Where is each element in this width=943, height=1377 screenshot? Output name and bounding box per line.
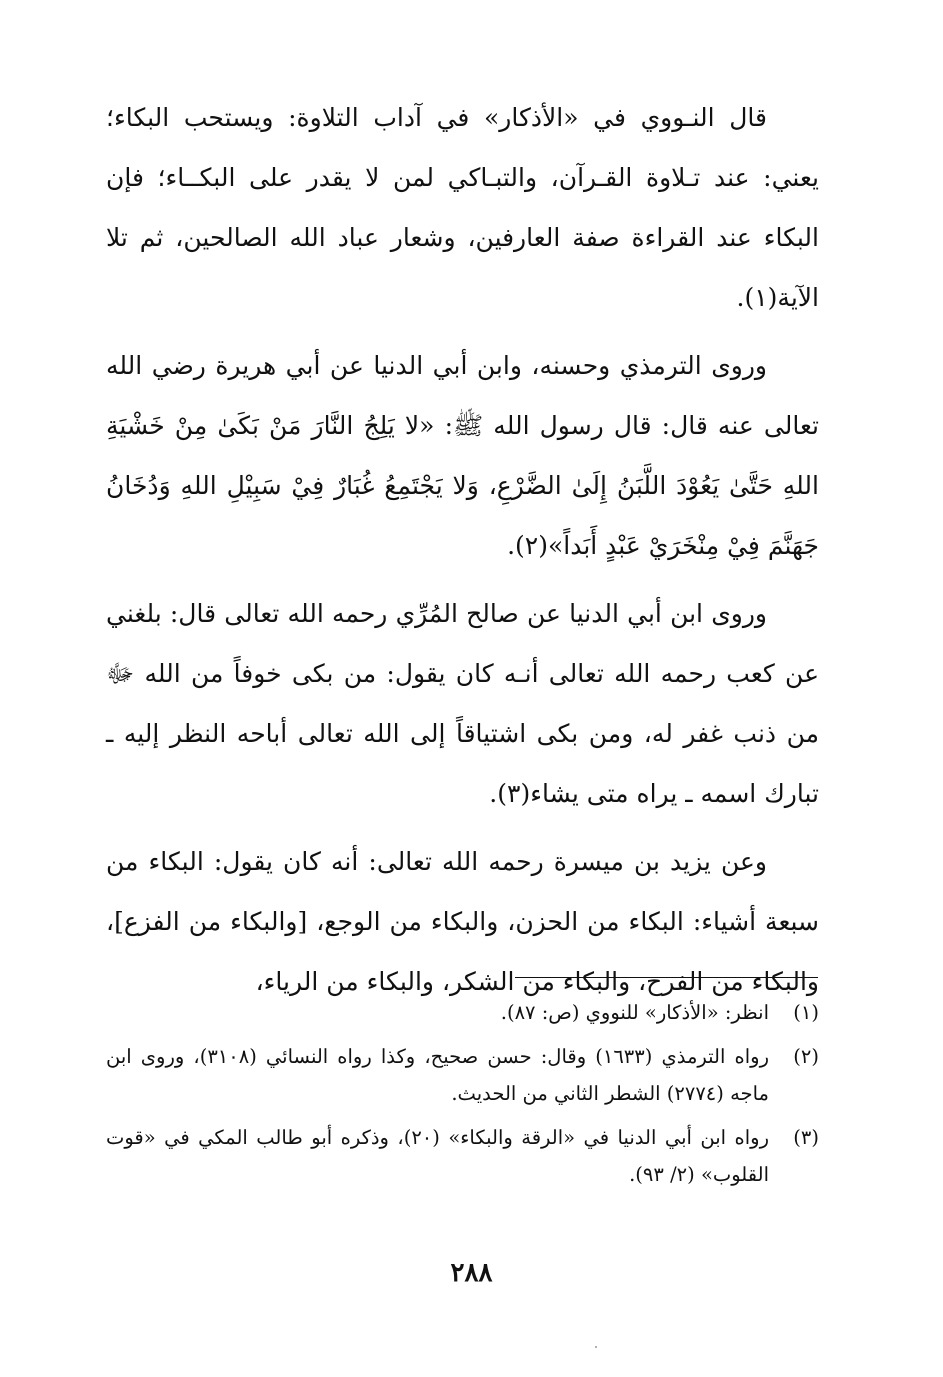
paragraph: وروى الترمذي وحسنه، وابن أبي الدنيا عن أبي هريرة رضي الله تعالى عنه قال: قال رسول الله ﷺ: «لا يَلِجُ النَّارَ مَنْ بَكَىٰ مِنْ خَشْيَةِ اللهِ حَتَّىٰ يَعُوْدَ اللَّبَنُ إِلَىٰ الضَّرْعِ، وَلا يَجْتَمِعُ غُبَارٌ فِيْ سَبِيْلِ اللهِ وَدُخَانُ جَهَنَّمَ فِيْ مِنْخَرَيْ عَبْدٍ أَبَداً»(٢). (106, 351, 819, 560)
footnote-number: (٢) (793, 1045, 819, 1068)
footnote-text: انظر: «الأذكار» للنووي (ص: ٨٧). (500, 1001, 769, 1024)
footnote (106, 1038, 819, 1112)
footnote-text: رواه ابن أبي الدنيا في «الرقة والبكاء» (٢٠)، وذكره أبو طالب المكي في «قوت القلوب» (٢/ ٩٣). (106, 1126, 769, 1186)
footnote-text: رواه الترمذي (١٦٣٣) وقال: حسن صحيح، وكذا رواه النسائي (٣١٠٨)، وروى ابن ماجه (٢٧٧٤) الشطر الثاني من الحديث. (106, 1045, 769, 1105)
paragraph: قال النـووي في «الأذكار» في آداب التلاوة: ويستحب البكاء؛ يعني: عند تـلاوة القـرآن، والتبـاكي لمن لا يقدر على البكــاء؛ فإن البكاء عند القراءة صفة العارفين، وشعار عباد الله الصالحين، ثم تلا الآية(١). (106, 103, 819, 312)
paragraph: وروى ابن أبي الدنيا عن صالح المُرِّي رحمه الله تعالى قال: بلغني عن كعب رحمه الله تعالى أنـه كان يقول: من بكى خوفاً من الله ﷻ من ذنب غفر له، ومن بكى اشتياقاً إلى الله تعالى أباحه النظر إليه ـ تبارك اسمه ـ يراه متى يشاء(٣). (106, 599, 819, 808)
footnote-number: (١) (793, 1001, 819, 1024)
footnote-separator (515, 977, 818, 978)
main-text (106, 88, 819, 1012)
page-number: ٢٨٨ (450, 1258, 493, 1288)
footnote (106, 1119, 819, 1193)
footnote (106, 994, 819, 1031)
scan-speck (595, 1346, 597, 1348)
paragraph: وعن يزيد بن ميسرة رحمه الله تعالى: أنه كان يقول: البكاء من سبعة أشياء: البكاء من الحزن، والبكاء من الوجع، [والبكاء من الفزع]، والبكاء من الفرح، والبكاء من الشكر، والبكاء من الرياء، (106, 847, 819, 996)
footnotes (106, 994, 819, 1200)
footnote-number: (٣) (793, 1126, 819, 1149)
